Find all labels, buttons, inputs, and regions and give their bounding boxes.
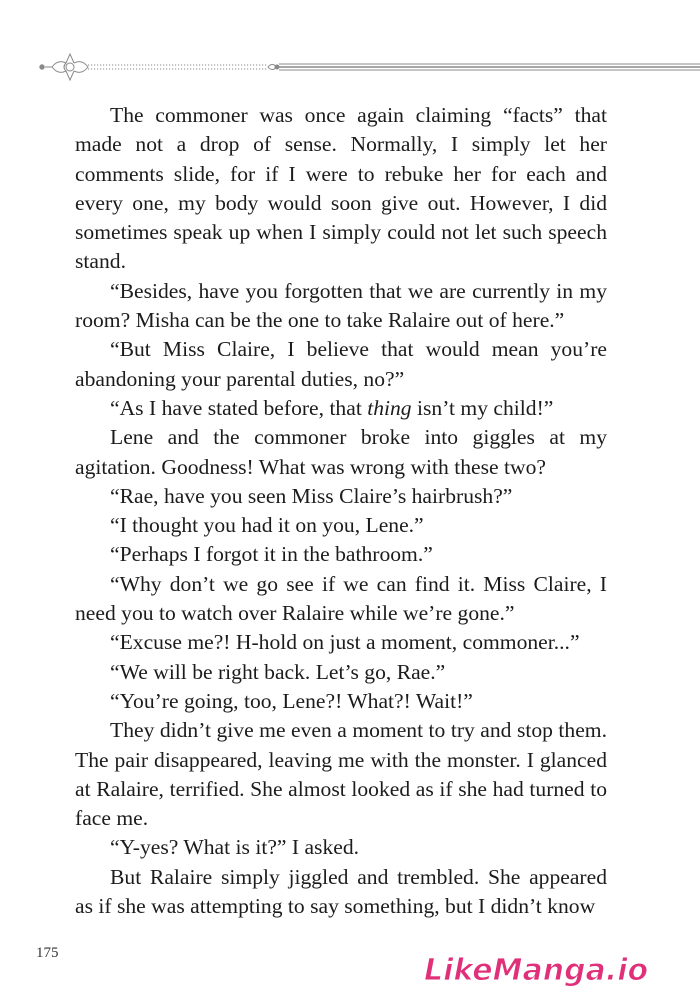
paragraph: The commoner was once again claiming “facts” that made not a drop of sense. Normally, I simply let her comments slide, for if I were to rebuke her for each and every one, my body would soon give out. However, I did sometimes speak up when I simply could not let such speech stand.: [75, 103, 607, 274]
paragraph: “Why don’t we go see if we can find it. Miss Claire, I need you to watch over Ralaire while we’re gone.”: [75, 571, 607, 626]
paragraph: “I thought you had it on you, Lene.”: [110, 513, 424, 538]
paragraph: “Rae, have you seen Miss Claire’s hairbrush?”: [110, 483, 513, 508]
ornament-divider: [36, 50, 700, 84]
paragraph: They didn’t give me even a moment to try and stop them. The pair disappeared, leaving me with the monster. I glanced at Ralaire, terrified. She almost looked as if she had turned to face me.: [75, 718, 607, 831]
emphasized-word: thing: [367, 395, 412, 420]
text-run: “As I have stated before, that: [110, 395, 368, 420]
watermark-logo: [418, 946, 690, 990]
paragraph: “Excuse me?! H-hold on just a moment, commoner...”: [110, 630, 580, 655]
page-number: 175: [36, 945, 59, 961]
paragraph: Lene and the commoner broke into giggles at my agitation. Goodness! What was wrong with these two?: [75, 425, 607, 479]
paragraph: “But Miss Claire, I believe that would mean you’re abandoning your parental duties, no?”: [75, 337, 607, 391]
paragraph: “We will be right back. Let’s go, Rae.”: [110, 659, 446, 684]
text-run: isn’t my child!”: [411, 395, 554, 420]
watermark-text: LikeManga.io: [424, 953, 649, 988]
paragraph: But Ralaire simply jiggled and trembled. She appeared as if she was attempting to say something, but I didn’t know: [75, 864, 607, 919]
paragraph: [75, 394, 607, 423]
paragraph: “You’re going, too, Lene?! What?! Wait!”: [110, 688, 473, 713]
paragraph: “Y-yes? What is it?” I asked.: [110, 835, 360, 860]
paragraph: “Besides, have you forgotten that we are currently in my room? Misha can be the one to take Ralaire out of here.”: [75, 278, 607, 333]
body-text: [75, 101, 607, 921]
paragraph: “Perhaps I forgot it in the bathroom.”: [110, 542, 433, 567]
